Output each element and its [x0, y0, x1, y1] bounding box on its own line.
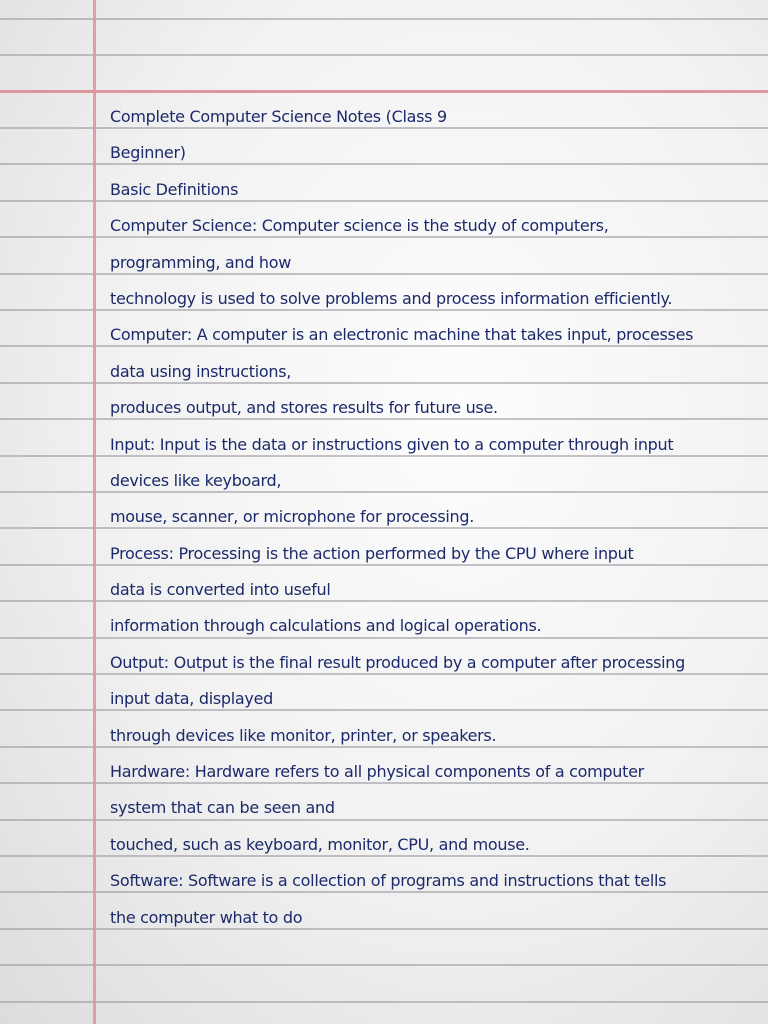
note-line: information through calculations and logical operations.: [110, 616, 542, 636]
ruled-line: [0, 18, 768, 20]
notes-text: [110, 99, 750, 936]
note-line: Computer Science: Computer science is the study of computers,: [110, 216, 609, 236]
note-line: system that can be seen and: [110, 798, 335, 818]
note-line: Input: Input is the data or instructions given to a computer through input: [110, 434, 674, 454]
note-line: produces output, and stores results for future use.: [110, 398, 498, 418]
note-line: through devices like monitor, printer, or speakers.: [110, 725, 497, 745]
note-line: data using instructions,: [110, 361, 292, 381]
header-rule: [0, 90, 768, 93]
ruled-line: [0, 964, 768, 966]
note-line: Basic Definitions: [110, 179, 239, 199]
note-line: the computer what to do: [110, 907, 303, 927]
note-line: programming, and how: [110, 252, 292, 272]
note-line: Computer: A computer is an electronic machine that takes input, processes: [110, 325, 694, 345]
ruled-line: [0, 54, 768, 56]
note-line: Complete Computer Science Notes (Class 9: [110, 107, 447, 126]
note-line: Software: Software is a collection of programs and instructions that tells: [110, 871, 667, 891]
note-line: devices like keyboard,: [110, 470, 282, 490]
note-line: mouse, scanner, or microphone for processing.: [110, 507, 475, 527]
note-line: Output: Output is the final result produced by a computer after processing: [110, 652, 686, 672]
note-line: Beginner): [110, 143, 186, 163]
note-line: touched, such as keyboard, monitor, CPU, and mouse.: [110, 834, 530, 854]
note-line: input data, displayed: [110, 689, 273, 709]
ruled-line: [0, 1001, 768, 1003]
margin-line: [93, 0, 96, 1024]
note-line: technology is used to solve problems and process information efficiently.: [110, 288, 673, 308]
note-line: Process: Processing is the action performed by the CPU where input: [110, 543, 634, 563]
note-line: data is converted into useful: [110, 580, 331, 600]
note-line: Hardware: Hardware refers to all physical components of a computer: [110, 762, 644, 782]
